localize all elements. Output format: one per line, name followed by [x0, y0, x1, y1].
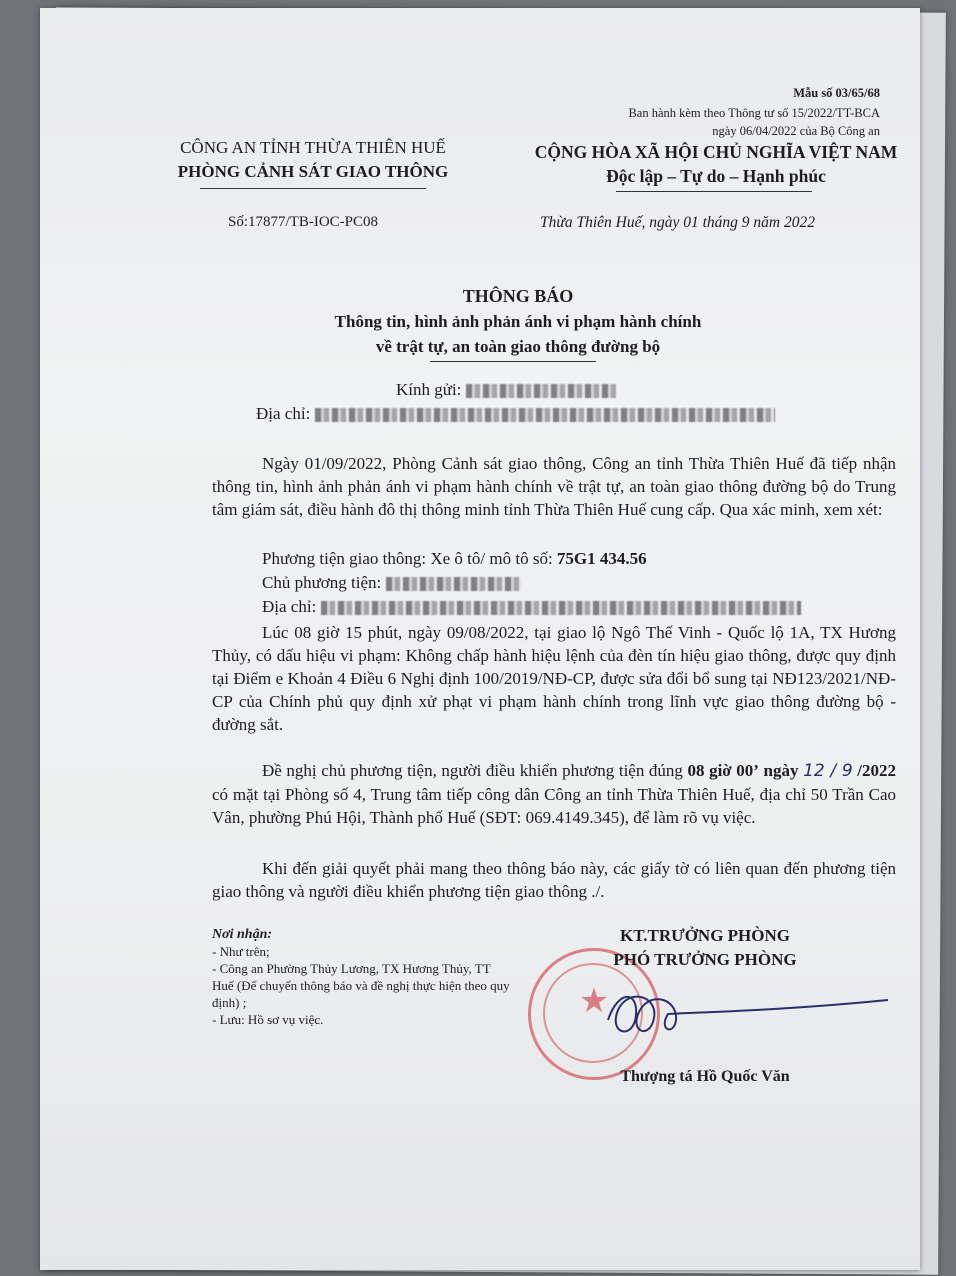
handwritten-date: 12 / 9: [803, 761, 853, 781]
request-pre: Đề nghị chủ phương tiện, người điều khiển phương tiện đúng: [262, 761, 688, 780]
recipients-block: [212, 926, 512, 1028]
to-label: Kính gửi:: [396, 380, 462, 399]
agency-line2: PHÒNG CẢNH SÁT GIAO THÔNG: [177, 162, 449, 181]
redacted-owner-address: [321, 601, 801, 615]
document-page: [40, 8, 920, 1270]
signer-name: Thượng tá Hồ Quốc Văn: [620, 1068, 790, 1085]
title-sub2: về trật tự, an toàn giao thông đường bộ: [375, 337, 661, 356]
place-date: Thừa Thiên Huế, ngày 01 tháng 9 năm 2022: [540, 214, 815, 231]
nation-line1: CỘNG HÒA XÃ HỘI CHỦ NGHĨA VIỆT NAM: [534, 142, 898, 162]
signature-title2: PHÓ TRƯỞNG PHÒNG: [613, 950, 797, 969]
recipient-item: - Công an Phường Thủy Lương, TX Hương Thủy, TT Huế (Để chuyển thông báo và đề nghị thực hiện theo quy định) ;: [212, 961, 510, 1010]
issued-by-line1: Ban hành kèm theo Thông tư số 15/2022/TT-BCA: [628, 106, 880, 120]
recipients-title: Nơi nhận:: [212, 927, 273, 942]
issued-by-line2: ngày 06/04/2022 của Bộ Công an: [712, 124, 880, 138]
owner-line: [262, 573, 522, 593]
address-line: [256, 404, 775, 424]
owner-label: Chủ phương tiện:: [262, 573, 382, 592]
redacted-address: [315, 408, 775, 422]
agency-underline: [200, 188, 426, 189]
request-post: có mặt tại Phòng số 4, Trung tâm tiếp công dân Công an tỉnh Thừa Thiên Huế, địa chỉ 50 Trần Cao Vân, phường Phú Hội, Thành phố Huế (SĐT: 069.4149.345), để làm rõ vụ việc.: [212, 785, 896, 827]
owner-address-line: [262, 597, 801, 617]
star-icon: ★: [578, 981, 610, 1021]
request-year: /2022: [857, 761, 897, 780]
address-label: Địa chỉ:: [256, 404, 311, 423]
handwritten-signature: [588, 970, 918, 1050]
paragraph-bring-documents: Khi đến giải quyết phải mang theo thông báo này, các giấy tờ có liên quan đến phương tiện giao thông và người điều khiển phương tiện giao thông ./.: [212, 859, 896, 901]
vehicle-label: Phương tiện giao thông: Xe ô tô/ mô tô số:: [262, 549, 557, 568]
addressee-line: [396, 380, 616, 400]
paragraph-intro: Ngày 01/09/2022, Phòng Cảnh sát giao thông, Công an tỉnh Thừa Thiên Huế đã tiếp nhận thông tin, hình ảnh phản ánh vi phạm hành chính về trật tự, an toàn giao thông đường bộ do Trung tâm giám sát, điều hành đô thị thông minh tỉnh Thừa Thiên Huế cung cấp. Qua xác minh, xem xét:: [212, 454, 896, 519]
request-day-label: ngày: [763, 761, 799, 780]
title-sub1: Thông tin, hình ảnh phản ánh vi phạm hành chính: [334, 312, 702, 331]
recipient-item: - Như trên;: [212, 944, 270, 959]
title-main: THÔNG BÁO: [462, 286, 574, 306]
recipient-item: - Lưu: Hồ sơ vụ việc.: [212, 1012, 324, 1027]
redacted-name: [466, 384, 616, 398]
form-number: Mẫu số 03/65/68: [793, 86, 880, 100]
nation-underline: [616, 191, 812, 192]
paragraph-request: [212, 759, 896, 829]
vehicle-line: [262, 549, 647, 569]
document-number: Số:17877/TB-IOC-PC08: [228, 214, 379, 230]
signature-title1: KT.TRƯỞNG PHÒNG: [620, 926, 790, 945]
vehicle-plate: 75G1 434.56: [556, 549, 647, 568]
request-time: 08 giờ 00’: [687, 761, 759, 780]
owner-address-label: Địa chỉ:: [262, 597, 317, 616]
paragraph-violation: Lúc 08 giờ 15 phút, ngày 09/08/2022, tại giao lộ Ngô Thế Vinh - Quốc lộ 1A, TX Hương Thủy, có dấu hiệu vi phạm: Không chấp hành hiệu lệnh của đèn tín hiệu giao thông, được quy định tại Điểm e Khoản 4 Điều 6 Nghị định 100/2019/NĐ-CP, được sửa đổi bổ sung tại NĐ123/2021/NĐ-CP của Chính phủ quy định xử phạt vi phạm hành chính trong lĩnh vực giao thông đường bộ - đường sắt.: [212, 623, 896, 734]
nation-line2: Độc lập – Tự do – Hạnh phúc: [606, 166, 826, 186]
agency-line1: CÔNG AN TỈNH THỪA THIÊN HUẾ: [180, 138, 446, 157]
title-underline: [430, 361, 596, 362]
redacted-owner: [386, 577, 522, 591]
